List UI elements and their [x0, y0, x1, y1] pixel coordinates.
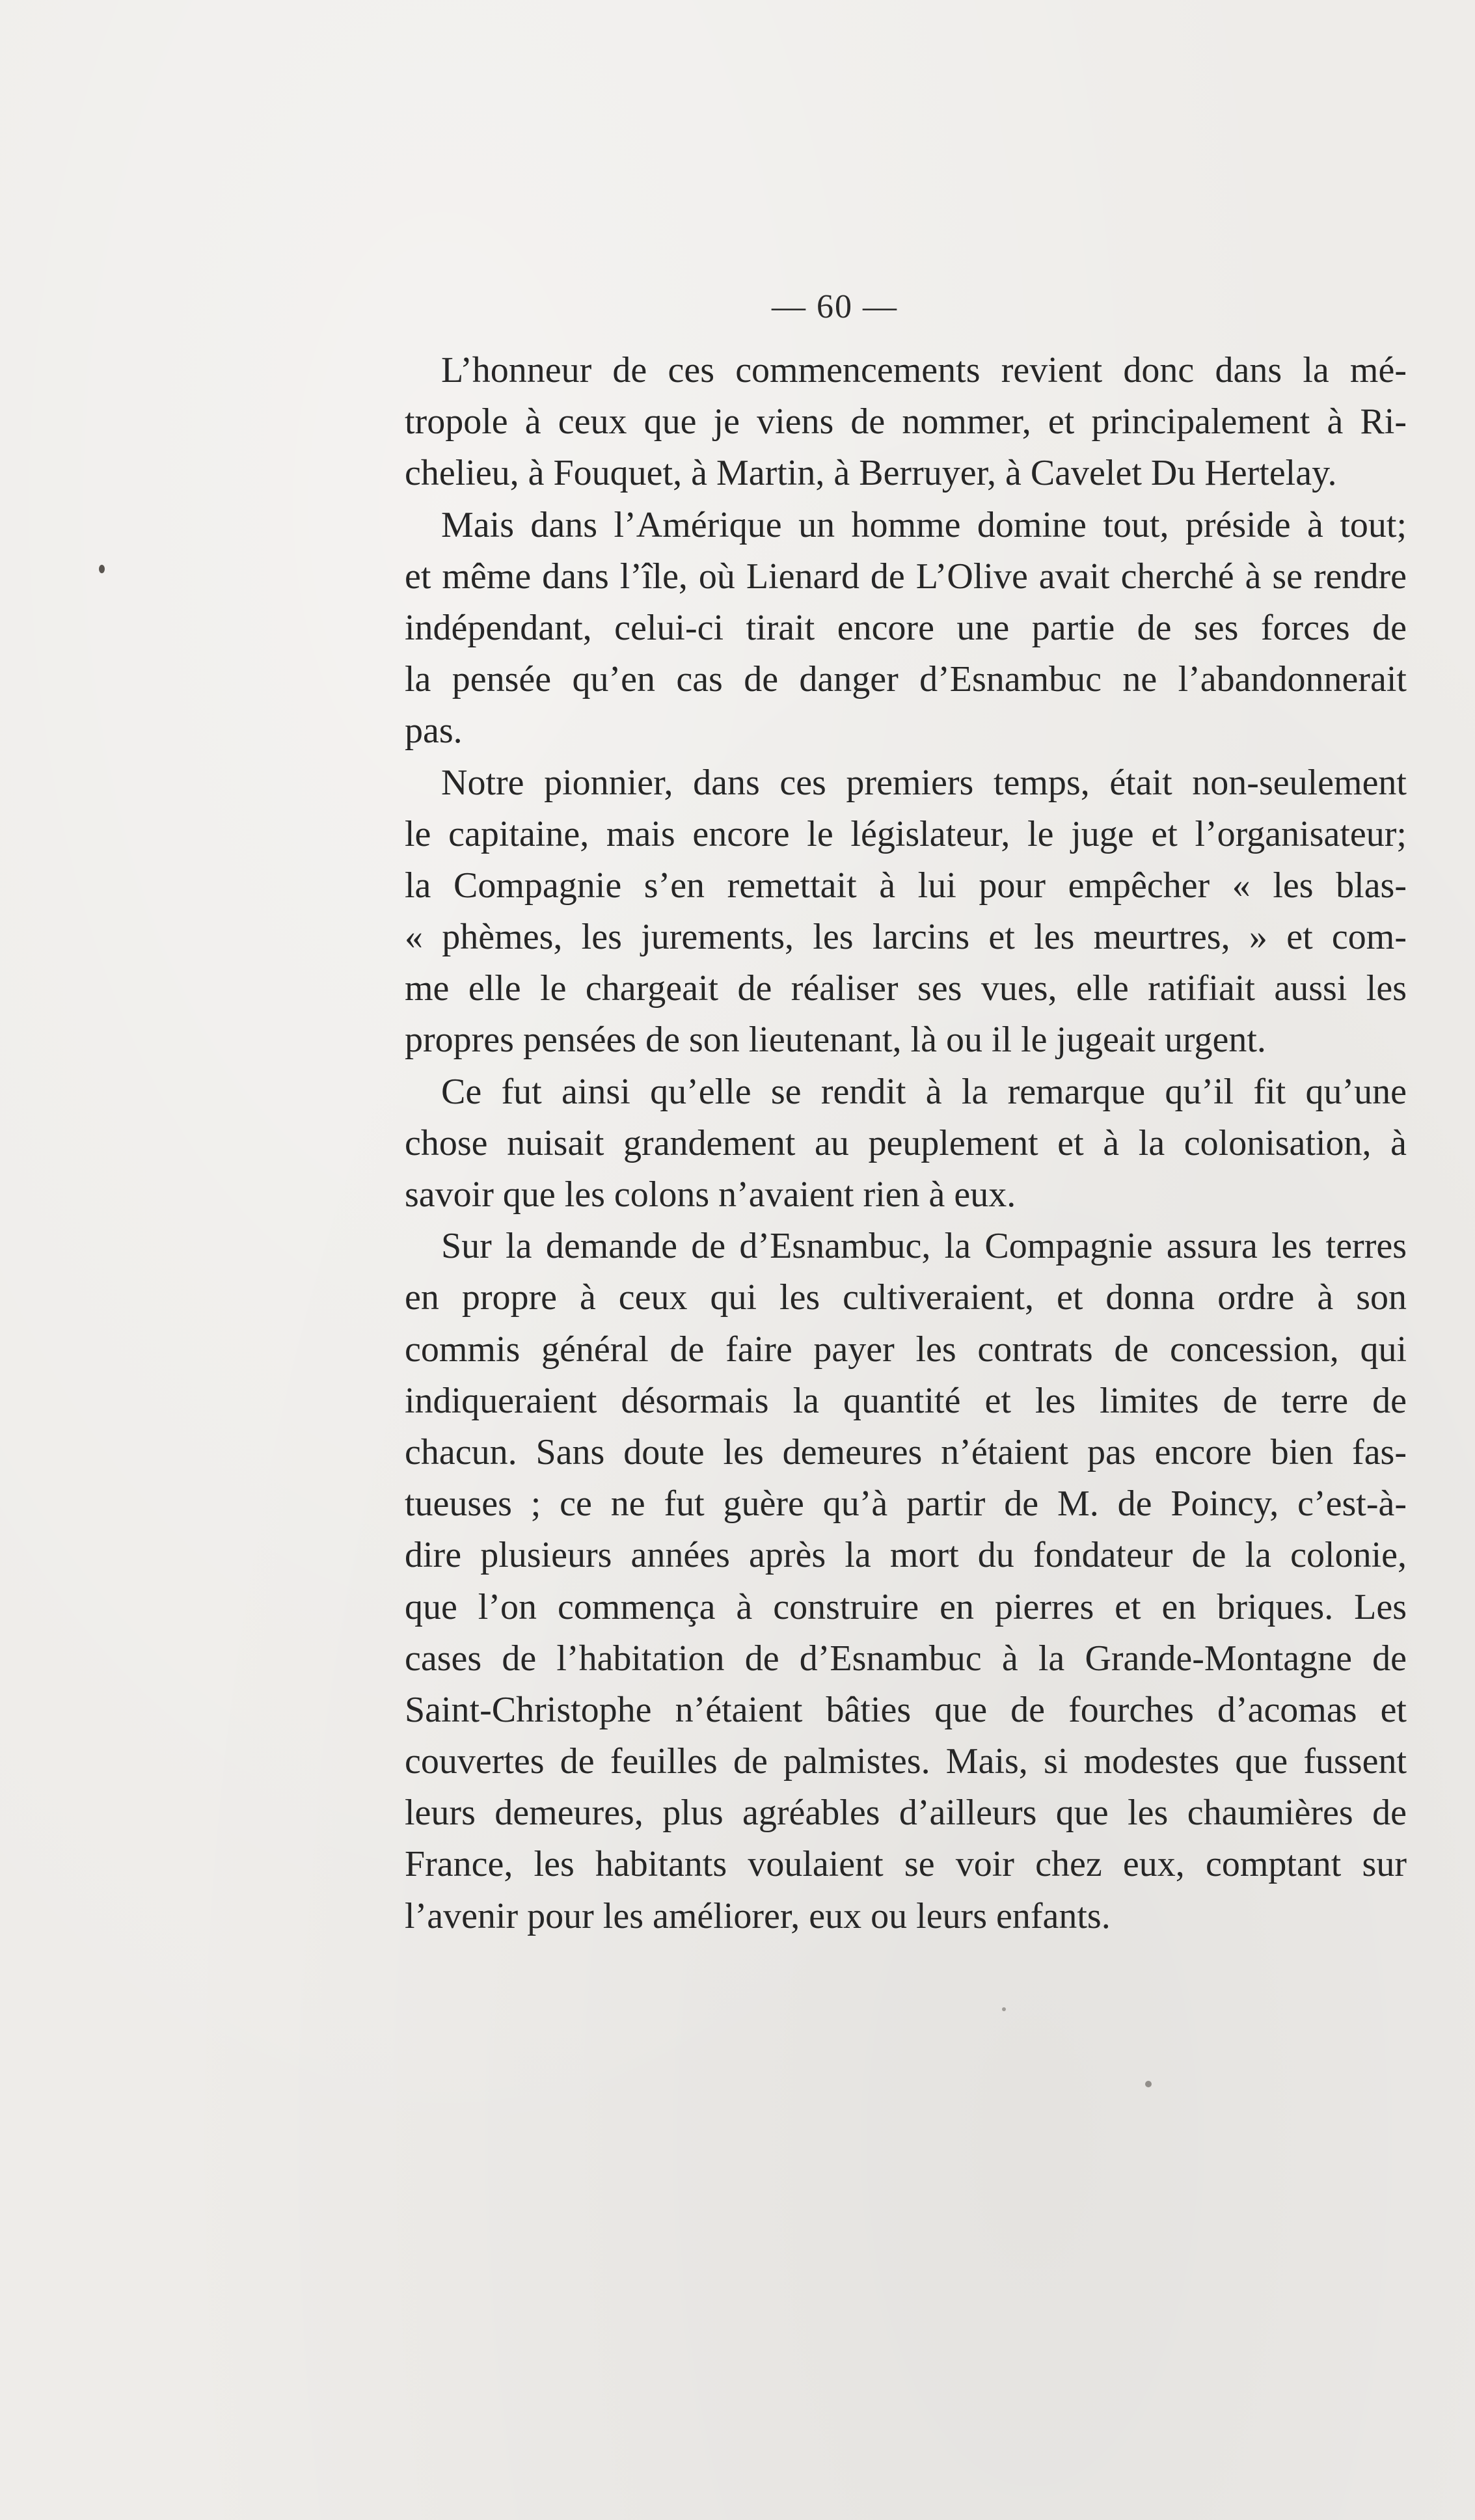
text-line: L’honneur de ces commencements revient donc dans la mé- — [441, 350, 1407, 390]
page-number: — 60 — — [772, 288, 898, 325]
text-line: Notre pionnier, dans ces premiers temps, était non-seulement — [441, 762, 1407, 803]
text-line: le capitaine, mais encore le législateur, le juge et l’organisateur; — [405, 813, 1407, 854]
text-line: couvertes de feuilles de palmistes. Mais, si modestes que fussent — [405, 1741, 1407, 1782]
paragraph — [405, 345, 1407, 500]
text-line: commis général de faire payer les contrats de concession, qui — [405, 1329, 1407, 1370]
text-line: et même dans l’île, où Lienard de L’Olive avait cherché à se rendre — [405, 556, 1407, 597]
body-text — [405, 345, 1407, 1942]
paper-speck — [1145, 2081, 1152, 2087]
text-line: Sur la demande de d’Esnambuc, la Compagnie assura les terres — [441, 1226, 1407, 1267]
text-line: tropole à ceux que je viens de nommer, et principalement à Ri- — [405, 401, 1407, 442]
text-line: Ce fut ainsi qu’elle se rendit à la remarque qu’il fit qu’une — [441, 1071, 1407, 1112]
paragraph — [405, 1066, 1407, 1221]
paper-speck — [1002, 2007, 1006, 2011]
text-line: la Compagnie s’en remettait à lui pour empêcher « les blas- — [405, 865, 1407, 906]
text-line: me elle le chargeait de réaliser ses vues, elle ratifiait aussi les — [405, 968, 1407, 1009]
text-line: Mais dans l’Amérique un homme domine tout, préside à tout; — [441, 504, 1407, 545]
text-line: Saint-Christophe n’étaient bâties que de fourches d’acomas et — [405, 1689, 1407, 1730]
text-line: la pensée qu’en cas de danger d’Esnambuc ne l’abandonnerait — [405, 659, 1407, 700]
text-line: indiqueraient désormais la quantité et les limites de terre de — [405, 1380, 1407, 1421]
text-line: cases de l’habitation de d’Esnambuc à la Grande-Montagne de — [405, 1638, 1407, 1679]
paragraph — [405, 500, 1407, 757]
paragraph — [405, 757, 1407, 1066]
text-line: tueuses ; ce ne fut guère qu’à partir de M. de Poincy, c’est-à- — [405, 1484, 1407, 1524]
text-line: pas. — [405, 711, 463, 752]
text-line: chose nuisait grandement au peuplement et à la colonisation, à — [405, 1122, 1407, 1163]
text-line: dire plusieurs années après la mort du fondateur de la colonie, — [405, 1535, 1407, 1576]
text-line: l’avenir pour les améliorer, eux ou leurs enfants. — [405, 1895, 1111, 1936]
text-line: que l’on commença à construire en pierres et en briques. Les — [405, 1586, 1407, 1627]
paper-speck — [99, 565, 105, 573]
text-line: chelieu, à Fouquet, à Martin, à Berruyer, à Cavelet Du Hertelay. — [405, 453, 1337, 494]
text-line: indépendant, celui-ci tirait encore une partie de ses forces de — [405, 607, 1407, 648]
text-line: propres pensées de son lieutenant, là ou il le jugeait urgent. — [405, 1020, 1266, 1061]
text-line: France, les habitants voulaient se voir chez eux, comptant sur — [405, 1844, 1407, 1885]
paragraph — [405, 1221, 1407, 1942]
text-line: savoir que les colons n’avaient rien à eux. — [405, 1174, 1016, 1215]
text-line: « phèmes, les jurements, les larcins et les meurtres, » et com- — [405, 917, 1407, 958]
text-line: leurs demeures, plus agréables d’ailleurs que les chaumières de — [405, 1793, 1407, 1834]
text-line: chacun. Sans doute les demeures n’étaient pas encore bien fas- — [405, 1431, 1407, 1472]
text-line: en propre à ceux qui les cultiveraient, et donna ordre à son — [405, 1277, 1407, 1318]
